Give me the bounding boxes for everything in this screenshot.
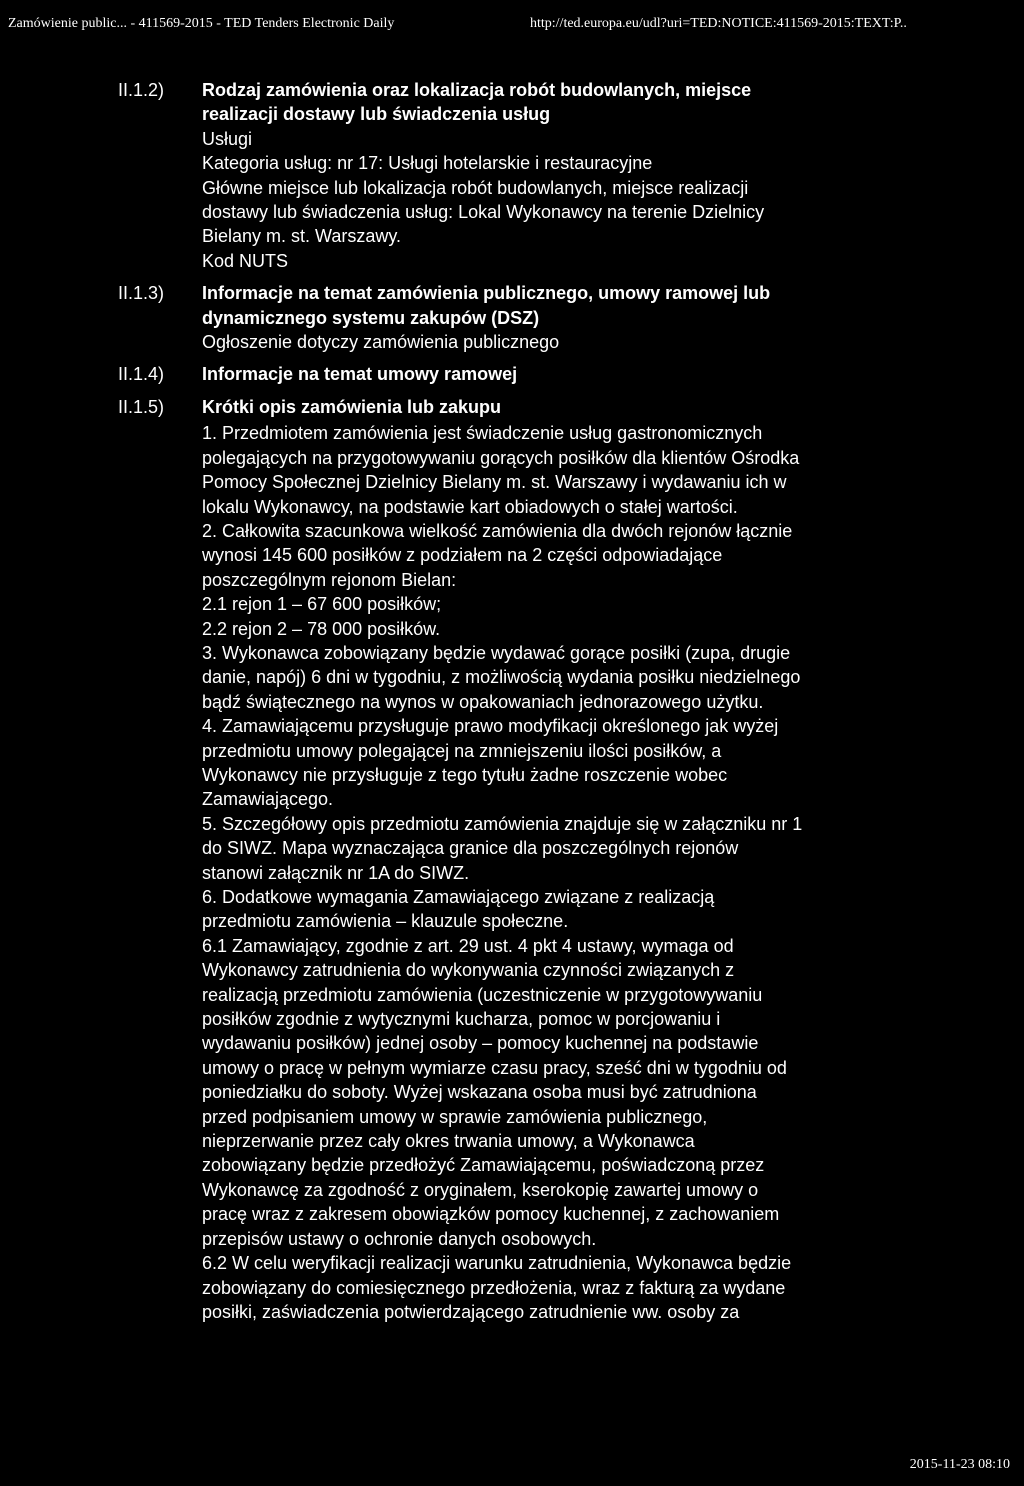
description-line: do SIWZ. Mapa wyznaczająca granice dla poszczególnych rejonów [202, 838, 739, 859]
print-header [0, 14, 1024, 38]
description-line: realizacją przedmiotu zamówienia (uczestniczenie w przygotowywaniu [202, 984, 763, 1005]
description-line: 6. Dodatkowe wymagania Zamawiającego związane z realizacją [202, 887, 715, 907]
short-description [0, 421, 1024, 1324]
description-line: Zamawiającego. [202, 789, 334, 810]
description-line: zobowiązany będzie przedłożyć Zamawiającemu, poświadczoną przez [202, 1155, 765, 1176]
section-body-line: dostawy lub świadczenia usług: Lokal Wykonawcy na terenie Dzielnicy [202, 202, 765, 223]
description-line: 1. Przedmiotem zamówienia jest świadczenie usług gastronomicznych [202, 423, 763, 444]
description-line: wynosi 145 600 posiłków z podziałem na 2 części odpowiadające [202, 545, 723, 566]
section-body-line: Kategoria usług: nr 17: Usługi hotelarskie i restauracyjne [202, 153, 653, 174]
page-url: http://ted.europa.eu/udl?uri=TED:NOTICE:411569-2015:TEXT:P.. [530, 16, 907, 31]
section-body-line: Kod NUTS [202, 250, 289, 271]
description-line: umowy o pracę w pełnym wymiarze czasu pracy, sześć dni w tygodniu od [202, 1057, 787, 1078]
description-line: przed podpisaniem umowy w sprawie zamówienia publicznego, [202, 1106, 708, 1127]
description-line: poniedziałku do soboty. Wyżej wskazana osoba musi być zatrudniona [202, 1082, 757, 1103]
description-line: wydawaniu posiłków) jednej osoby – pomocy kuchennej na podstawie [202, 1033, 759, 1054]
description-line: polegających na przygotowywaniu gorących posiłków dla klientów Ośrodka [202, 447, 800, 468]
description-line: posiłków zgodnie z wytycznymi kucharza, pomoc w porcjowaniu i [202, 1009, 721, 1030]
description-line: 2.1 rejon 1 – 67 600 posiłków; [202, 594, 442, 615]
section-ii-1-5 [0, 395, 1024, 419]
description-line: Wykonawcę za zgodność z oryginałem, kserokopię zawartej umowy o [202, 1179, 759, 1200]
description-line: Wykonawcy zatrudnienia do wykonywania czynności związanych z [202, 960, 735, 981]
section-ii-1-3 [0, 281, 1024, 354]
section-number: II.1.2) [118, 80, 165, 100]
section-title-line: realizacji dostawy lub świadczenia usług [202, 104, 551, 125]
description-line: 6.2 W celu weryfikacji realizacji warunku zatrudnienia, Wykonawca będzie [202, 1253, 792, 1274]
description-line: Wykonawcy nie przysługuje z tego tytułu żadne roszczenie wobec [202, 764, 728, 785]
section-number: II.1.5) [118, 396, 165, 417]
section-number: II.1.3) [118, 283, 165, 304]
description-line: przepisów ustawy o ochronie danych osobowych. [202, 1228, 597, 1249]
print-timestamp: 2015-11-23 08:10 [909, 1457, 1010, 1472]
section-body-line: Bielany m. st. Warszawy. [202, 226, 402, 247]
description-line: 6.1 Zamawiający, zgodnie z art. 29 ust. 4 pkt 4 ustawy, wymaga od [202, 935, 734, 956]
description-line: przedmiotu zamówienia – klauzule społeczne. [202, 911, 569, 932]
section-number: II.1.4) [118, 364, 165, 385]
section-body-line: Usługi [202, 128, 253, 149]
description-line: nieprzerwanie przez cały okres trwania umowy, a Wykonawca [202, 1131, 695, 1152]
section-title-line: Krótki opis zamówienia lub zakupu [202, 396, 502, 417]
page-title: Zamówienie public... - 411569-2015 - TED Tenders Electronic Daily [8, 16, 395, 31]
description-line: lokalu Wykonawcy, na podstawie kart obiadowych o stałej wartości. [202, 496, 738, 517]
description-line: danie, napój) 6 dni w tygodniu, z możliwością wydania posiłku niedzielnego [202, 667, 801, 688]
section-ii-1-4 [0, 362, 1024, 386]
section-title-line: Informacje na temat umowy ramowej [202, 364, 518, 385]
description-line: poszczególnym rejonom Bielan: [202, 569, 457, 590]
description-line: 4. Zamawiającemu przysługuje prawo modyfikacji określonego jak wyżej [202, 716, 779, 737]
description-line: Pomocy Społecznej Dzielnicy Bielany m. st. Warszawy i wydawaniu ich w [202, 472, 787, 493]
description-line: pracę wraz z zakresem obowiązków pomocy kuchennej, z zachowaniem [202, 1204, 780, 1225]
description-line: 5. Szczegółowy opis przedmiotu zamówienia znajduje się w załączniku nr 1 [202, 813, 803, 834]
section-title-line: dynamicznego systemu zakupów (DSZ) [202, 307, 540, 328]
description-line: stanowi załącznik nr 1A do SIWZ. [202, 862, 470, 883]
description-line: przedmiotu umowy polegającej na zmniejszeniu ilości posiłków, a [202, 740, 722, 761]
section-body-line: Ogłoszenie dotyczy zamówienia publicznego [202, 332, 560, 353]
description-line: zobowiązany do comiesięcznego przedłożenia, wraz z fakturą za wydane [202, 1277, 786, 1298]
description-line: bądź świątecznego na wynos w opakowaniach jednorazowego użytku. [202, 691, 764, 712]
notice-content [0, 78, 1024, 1324]
section-body-line: Główne miejsce lub lokalizacja robót budowlanych, miejsce realizacji [202, 177, 749, 198]
section-title-line: Rodzaj zamówienia oraz lokalizacja robót budowlanych, miejsce [202, 80, 752, 100]
description-line: 2. Całkowita szacunkowa wielkość zamówienia dla dwóch rejonów łącznie [202, 520, 793, 541]
description-line: 2.2 rejon 2 – 78 000 posiłków. [202, 618, 441, 639]
description-line: 3. Wykonawca zobowiązany będzie wydawać gorące posiłki (zupa, drugie [202, 642, 791, 663]
section-title-line: Informacje na temat zamówienia publicznego, umowy ramowej lub [202, 283, 771, 304]
section-ii-1-2 [0, 78, 1024, 273]
description-line: posiłki, zaświadczenia potwierdzającego zatrudnienie ww. osoby za [202, 1301, 740, 1322]
